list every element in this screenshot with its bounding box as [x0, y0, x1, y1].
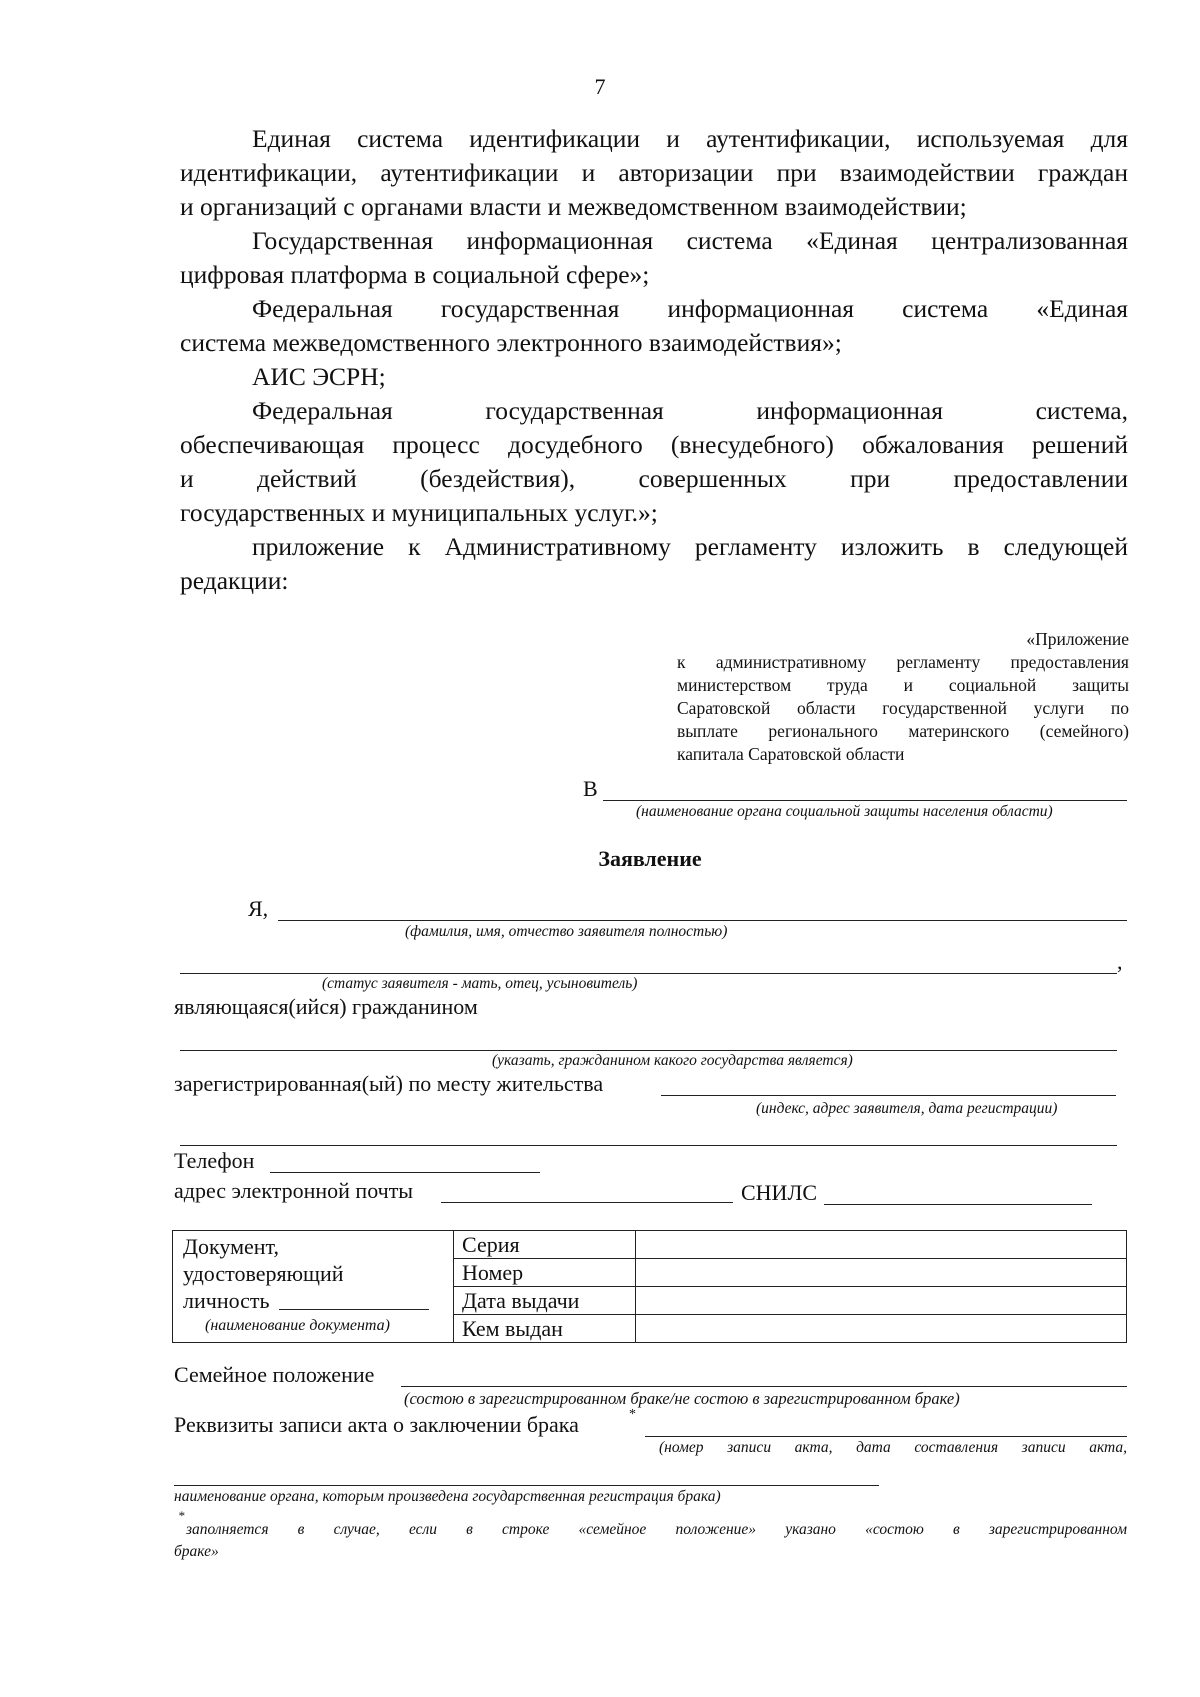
to-field-line[interactable] [603, 800, 1127, 801]
citizen-label: являющаяся(ийся) гражданином [174, 994, 478, 1019]
citizen-field-line[interactable] [180, 1050, 1117, 1051]
marital-label: Семейное положение [174, 1362, 375, 1387]
doc-name-field-line[interactable] [279, 1309, 429, 1310]
issued-by-value-cell[interactable] [636, 1315, 1127, 1343]
p3-line1: Федеральная государственная информационная система «Единая [252, 294, 1128, 323]
doc-type-cell [173, 1231, 454, 1343]
page-number: 7 [594, 74, 606, 99]
p4-line1: АИС ЭСРН; [252, 362, 386, 391]
p1-line2: идентификации, аутентификации и авторизации при взаимодействии граждан [180, 158, 1128, 187]
footnote-line1: заполняется в случае, если в строке «семейное положение» указано «состою в зарегистрированном [186, 1521, 1127, 1538]
issue-date-value-cell[interactable] [636, 1287, 1127, 1315]
p5-line1: Федеральная государственная информационная система, [252, 396, 1128, 425]
appendix-line4: Саратовской области государственной услуги по [677, 698, 1129, 718]
p5-line3: и действий (бездействия), совершенных при предоставлении [180, 464, 1128, 493]
marriage-field-line[interactable] [645, 1436, 1127, 1437]
appendix-line3: министерством труда и социальной защиты [677, 675, 1129, 695]
appendix-header [677, 628, 1129, 766]
appendix-line1: «Приложение [1026, 629, 1129, 649]
to-prefix: В [583, 776, 598, 801]
registered-label: зарегистрированная(ый) по месту жительства [174, 1071, 604, 1096]
status-comma: , [1117, 949, 1123, 974]
footnote-line2: браке» [174, 1543, 219, 1560]
identity-document-table [172, 1230, 1127, 1343]
doc-line3: личность [183, 1288, 270, 1313]
phone-label: Телефон [174, 1148, 255, 1173]
registered-field-line2[interactable] [180, 1145, 1117, 1146]
form-title: Заявление [598, 846, 702, 871]
marriage-caption2: наименование органа, которым произведена государственная регистрация брака) [174, 1488, 721, 1505]
p6-line1: приложение к Административному регламенту изложить в следующей [252, 532, 1128, 561]
marital-field-line[interactable] [401, 1386, 1127, 1387]
series-value-cell[interactable] [636, 1231, 1127, 1259]
snils-label: СНИЛС [741, 1180, 818, 1205]
number-value-cell[interactable] [636, 1259, 1127, 1287]
marriage-star: * [629, 1407, 636, 1422]
email-field-line[interactable] [441, 1202, 733, 1203]
status-caption: (статус заявителя - мать, отец, усыновитель) [322, 975, 638, 992]
marriage-label: Реквизиты записи акта о заключении брака [174, 1412, 579, 1437]
appendix-line2: к административному регламенту предоставления [677, 652, 1129, 672]
email-label: адрес электронной почты [174, 1178, 414, 1203]
name-caption: (фамилия, имя, отчество заявителя полностью) [405, 923, 728, 940]
name-field-line[interactable] [278, 920, 1127, 921]
doc-caption: (наименование документа) [205, 1317, 390, 1334]
issue-date-label: Дата выдачи [454, 1287, 636, 1315]
phone-field-line[interactable] [270, 1172, 540, 1173]
registered-field-line[interactable] [661, 1095, 1116, 1096]
footnote-mark: * [178, 1508, 185, 1523]
registered-caption: (индекс, адрес заявителя, дата регистрации) [756, 1100, 1058, 1117]
marital-caption: (состою в зарегистрированном браке/не состою в зарегистрированном браке) [404, 1389, 960, 1408]
p3-line2: система межведомственного электронного взаимодействия»; [180, 328, 842, 357]
doc-line2: удостоверяющий [183, 1261, 344, 1286]
citizen-caption: (указать, гражданином какого государства является) [492, 1052, 853, 1069]
p1-line1: Единая система идентификации и аутентификации, используемая для [252, 124, 1128, 153]
marriage-field-line2[interactable] [174, 1485, 879, 1486]
appendix-line5: выплате регионального материнского (семейного) [677, 721, 1129, 741]
p6-line2: редакции: [180, 566, 289, 595]
p1-line3: и организаций с органами власти и межведомственном взаимодействии; [180, 192, 967, 221]
p5-line2: обеспечивающая процесс досудебного (внесудебного) обжалования решений [180, 430, 1128, 459]
marriage-caption: (номер записи акта, дата составления записи акта, [659, 1439, 1127, 1456]
table-row [173, 1231, 1127, 1259]
number-label: Номер [454, 1259, 636, 1287]
status-field-line[interactable] [180, 973, 1117, 974]
p5-line4: государственных и муниципальных услуг.»; [180, 498, 658, 527]
i-prefix: Я, [248, 896, 269, 921]
p2-line1: Государственная информационная система «Единая централизованная [252, 226, 1128, 255]
series-label: Серия [454, 1231, 636, 1259]
snils-field-line[interactable] [824, 1204, 1092, 1205]
doc-line1: Документ, [183, 1234, 280, 1259]
issued-by-label: Кем выдан [454, 1315, 636, 1343]
appendix-line6: капитала Саратовской области [677, 744, 905, 764]
to-caption: (наименование органа социальной защиты населения области) [636, 803, 1053, 820]
p2-line2: цифровая платформа в социальной сфере»; [180, 260, 650, 289]
